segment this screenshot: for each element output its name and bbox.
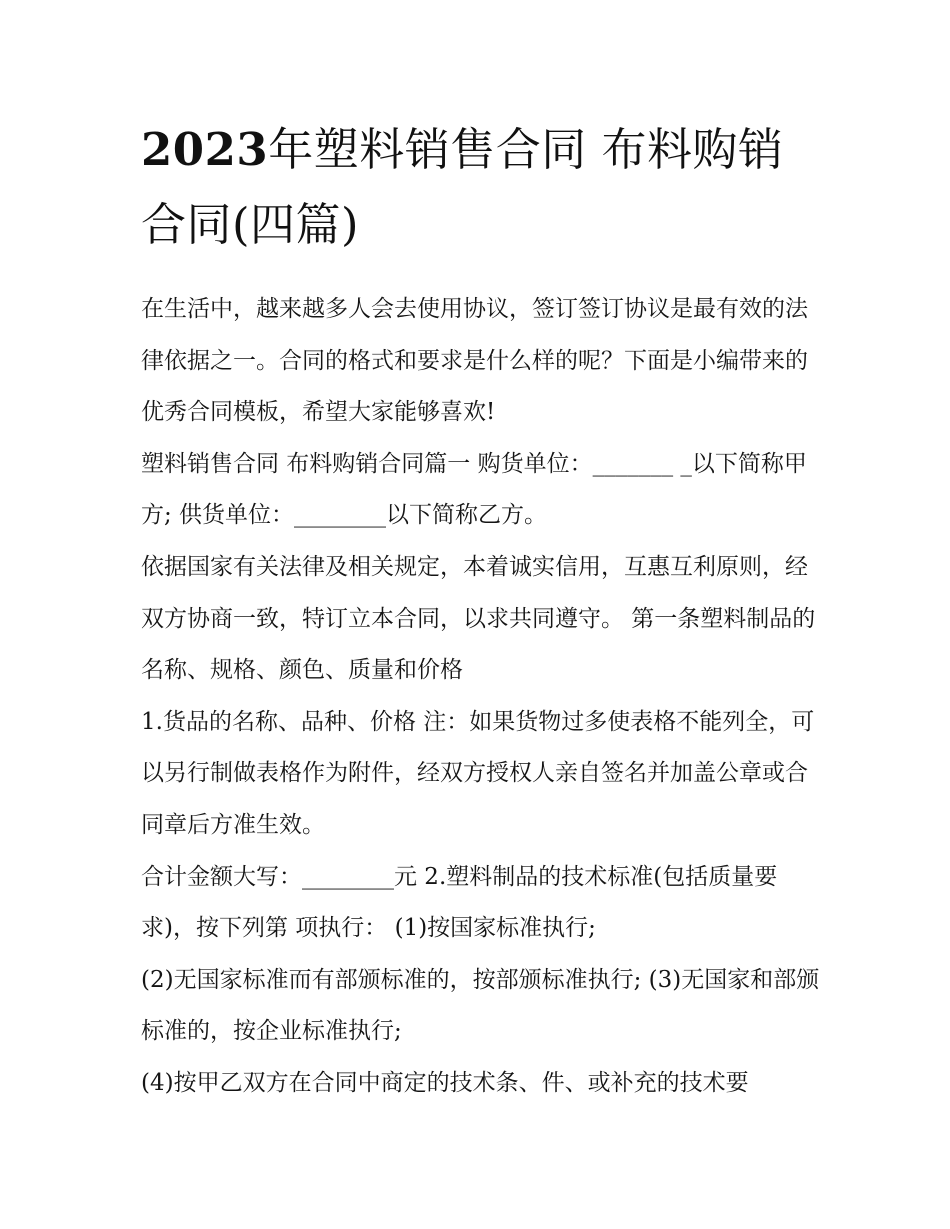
paragraph-intro: 在生活中，越来越多人会去使用协议，签订签订协议是最有效的法律依据之一。合同的格式和要求是什么样的呢？下面是小编带来的优秀合同模板，希望大家能够喜欢! (141, 296, 808, 426)
paragraph-standards: (2)无国家标准而有部颁标准的，按部颁标准执行; (3)无国家和部颁标准的，按企业标准执行; (141, 966, 820, 1045)
paragraph-parties: 塑料销售合同 布料购销合同篇一 购货单位：_______ _以下简称甲方; 供货单位：________以下简称乙方。 (141, 450, 807, 529)
document-title (141, 112, 821, 262)
title-year: 2023 (141, 123, 269, 176)
paragraph-technical: (4)按甲乙双方在合同中商定的技术条、件、或补充的技术要 (141, 1069, 749, 1096)
document-body (141, 284, 821, 1110)
paragraph-amount: 合计金额大写：________元 2.塑料制品的技术标准(包括质量要求)，按下列第 项执行： (1)按国家标准执行; (141, 863, 778, 942)
paragraph-goods: 1.货品的名称、品种、价格 注：如果货物过多使表格不能列全，可以另行制做表格作为附件，经双方授权人亲自签名并加盖公章或合同章后方准生效。 (141, 708, 815, 838)
paragraph-basis: 依据国家有关法律及相关规定，本着诚实信用，互惠互利原则，经双方协商一致，特订立本合同，以求共同遵守。 第一条塑料制品的名称、规格、颜色、质量和价格 (141, 553, 816, 684)
document-content (141, 112, 821, 1110)
title-text: 年塑料销售合同 布料购销合同(四篇) (141, 123, 784, 251)
